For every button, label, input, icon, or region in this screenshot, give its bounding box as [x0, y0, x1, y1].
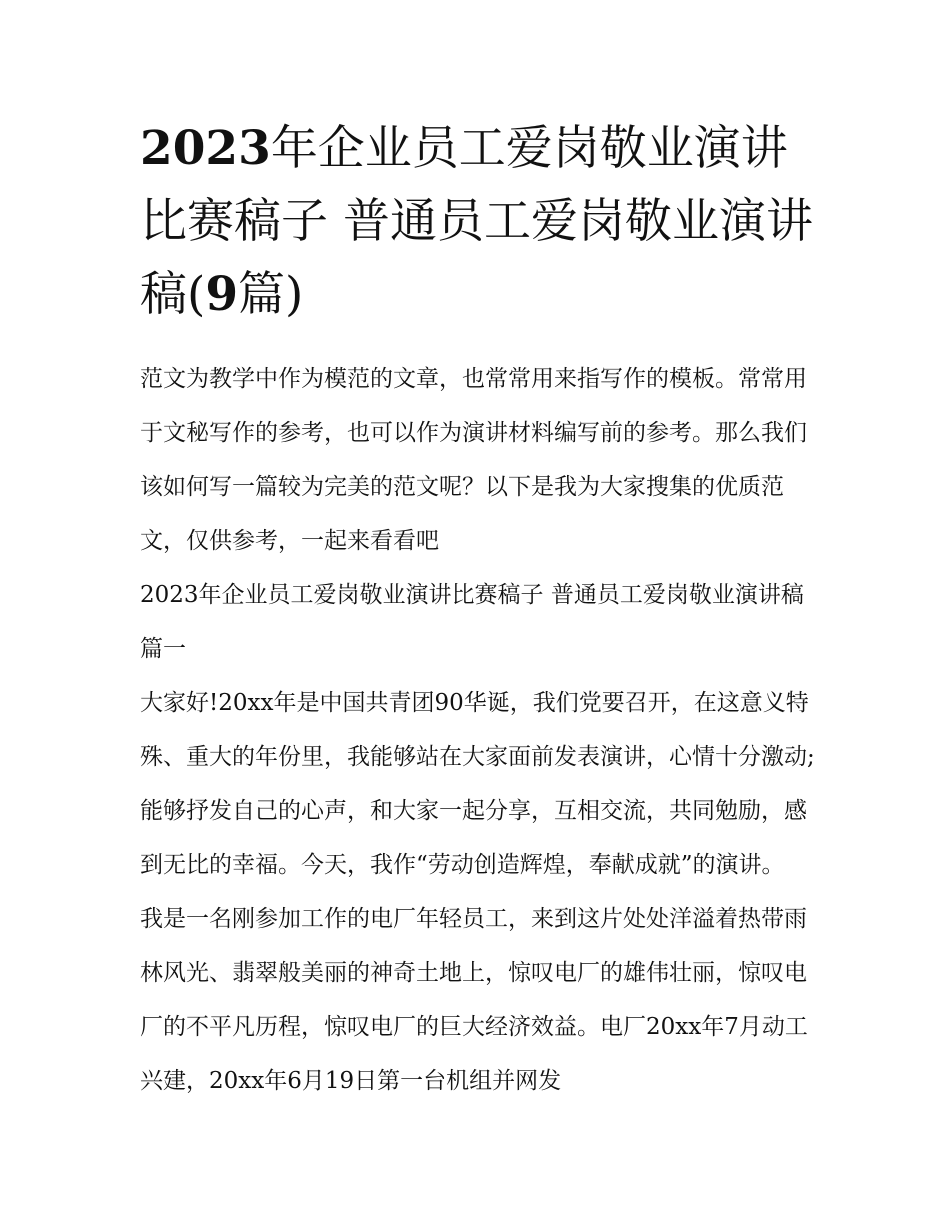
document-body	[140, 352, 820, 1108]
body-paragraph-2: 我是一名刚参加工作的电厂年轻员工，来到这片处处洋溢着热带雨林风光、翡翠般美丽的神奇土地上，惊叹电厂的雄伟壮丽，惊叹电厂的不平凡历程，惊叹电厂的巨大经济效益。电厂20xx年7月动工兴建，20xx年6月19日第一台机组并网发	[140, 906, 808, 1094]
title-suffix: 篇)	[238, 267, 304, 322]
document-title	[140, 112, 820, 331]
title-count: 9	[205, 267, 239, 322]
intro-paragraph: 范文为教学中作为模范的文章，也常常用来指写作的模板。常常用于文秘写作的参考，也可以作为演讲材料编写前的参考。那么我们该如何写一篇较为完美的范文呢？以下是我为大家搜集的优质范文，仅供参考，一起来看看吧	[140, 366, 807, 554]
section-heading: 2023年企业员工爱岗敬业演讲比赛稿子 普通员工爱岗敬业演讲稿篇一	[140, 582, 804, 662]
title-text: 年企业员工爱岗敬业演讲比赛稿子 普通员工爱岗敬业演讲稿(	[140, 121, 813, 322]
title-year: 2023	[140, 121, 271, 176]
body-paragraph-1: 大家好!20xx年是中国共青团90华诞，我们党要召开，在这意义特殊、重大的年份里，我能够站在大家面前发表演讲，心情十分激动;能够抒发自己的心声，和大家一起分享，互相交流，共同勉励，感到无比的幸福。今天，我作“劳动创造辉煌，奉献成就”的演讲。	[140, 690, 815, 878]
